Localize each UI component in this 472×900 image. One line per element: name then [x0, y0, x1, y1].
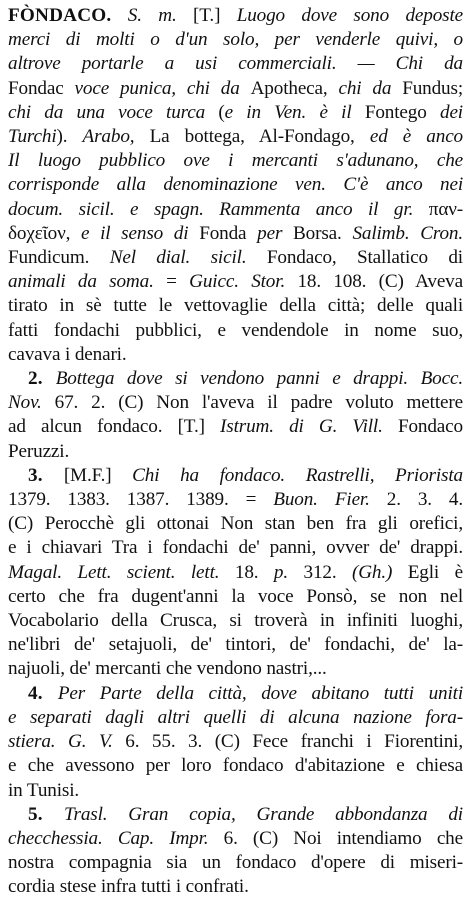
entry-text: 2. 3. 4.	[386, 489, 464, 511]
entry-line	[8, 512, 463, 536]
entry-text: Salimb. Cron.	[352, 222, 464, 244]
entry-text: docum. sicil. e spagn. Rammenta anco il gr.	[8, 198, 429, 220]
entry-line	[8, 633, 463, 657]
entry-text: Vocabolario della Crusca, si troverà in infiniti luoghi,	[8, 610, 463, 632]
entry-text: 312.	[303, 561, 352, 583]
entry-text: 6. (C) Noi intendiamo che	[223, 827, 463, 849]
entry-text: checchessia. Cap. Impr.	[8, 827, 224, 849]
entry-text: (C) Perocchè gli ottonai Non stan ben fra gli orefici,	[8, 513, 463, 535]
entry-text: certo che fra dugent'anni la voce Ponsò, se non nel	[8, 585, 463, 607]
entry-text: ad alcun fondaco. [T.]	[8, 416, 221, 438]
entry-line	[8, 536, 463, 560]
entry-text: 18. 108. (C) Aveva	[297, 271, 463, 293]
entry-text: cordia stese infra tutti i confrati.	[8, 876, 249, 898]
entry-line	[8, 125, 463, 149]
entry-text: Fundus;	[402, 77, 463, 99]
entry-text: dei	[440, 101, 463, 123]
entry-text: ed è anco	[369, 126, 464, 148]
entry-text: tirato in sè tutte le vettovaglie della città; delle quali	[8, 295, 463, 317]
sense-number: 4.	[28, 682, 58, 704]
entry-text: Trasl. Gran copia, Grande abbondanza di	[64, 803, 463, 825]
entry-text: Egli è	[407, 561, 463, 583]
entry-text: e in Ven. è il	[224, 101, 365, 123]
entry-line	[8, 803, 463, 827]
entry-line	[8, 391, 463, 415]
entry-line	[8, 488, 463, 512]
entry-text: ).	[56, 126, 83, 148]
entry-text: corrisponde alla denominazione ven. C'è anco nei	[8, 174, 463, 196]
entry-text: 18.	[234, 561, 274, 583]
entry-line	[8, 851, 463, 875]
entry-text: 67. 2. (C) Non l'aveva il padre voluto mettere	[54, 392, 463, 414]
entry-line	[8, 246, 463, 270]
entry-text: chi da una voce turca	[8, 101, 219, 123]
entry-text: najuoli, de' mercanti che vendono nastri,...	[8, 658, 327, 680]
entry-line	[8, 149, 463, 173]
entry-text: chi da	[338, 77, 403, 99]
entry-text: Bottega dove si vendono panni e drappi. Bocc.	[55, 368, 463, 390]
entry-text: Istrum. di G. Vill.	[220, 416, 398, 438]
entry-text: Apotheca,	[250, 77, 339, 99]
entry-line	[8, 464, 463, 488]
entry-text: per	[257, 222, 294, 244]
entry-text: Il luogo pubblico ove i mercanti s'adunano, che	[8, 150, 463, 172]
entry-text: e separati dagli altri quelli di alcuna nazione fora-	[8, 706, 463, 728]
entry-text: [M.F.]	[63, 464, 133, 486]
entry-text: Buon. Fier.	[273, 489, 387, 511]
entry-text: Turchi	[8, 126, 57, 148]
entry-text: ne'libri de' setajuoli, de' tintori, de' fondachi, de' la-	[8, 634, 463, 656]
entry-text: Fundicum.	[8, 247, 110, 269]
entry-text: 6. 55. 3. (C) Fece franchi i Fiorentini,	[125, 731, 463, 753]
entry-text: merci di molti o d'un solo, per venderle quivi, o	[8, 29, 463, 51]
entry-text: e i chiavari Tra i fondachi de' panni, ovver de' drappi.	[8, 537, 463, 559]
entry-line	[8, 367, 463, 391]
entry-text: Peruzzi.	[8, 440, 70, 462]
entry-line	[8, 319, 463, 343]
entry-text: Nov.	[8, 392, 55, 414]
entry-text: 1379. 1383. 1387. 1389. =	[8, 489, 274, 511]
entry-text: Fontego	[364, 101, 440, 123]
entry-line	[8, 779, 463, 803]
entry-text: Arabo,	[82, 126, 150, 148]
headword: FÒNDACO.	[8, 5, 112, 26]
entry-text: Al-Fondago,	[258, 126, 370, 148]
sense-number: 5.	[28, 803, 65, 825]
entry-line	[8, 585, 463, 609]
entry-line	[8, 270, 463, 294]
entry-text: S. m.	[111, 5, 194, 26]
entry-text: Magal. Lett. scient. lett.	[8, 561, 235, 583]
entry-line	[8, 222, 463, 246]
entry-line	[8, 657, 463, 681]
entry-text: voce punica, chi da	[74, 77, 251, 99]
entry-line	[8, 682, 463, 706]
entry-text: Fonda	[199, 222, 258, 244]
sense-number: 3.	[28, 464, 64, 486]
entry-line	[8, 343, 463, 367]
entry-line	[8, 173, 463, 197]
entry-line	[8, 28, 463, 52]
entry-line	[8, 4, 463, 28]
entry-text: Nel dial. sicil.	[109, 247, 267, 269]
entry-text: Luogo dove sono deposte	[236, 5, 464, 26]
entry-text: nostra compagnia sia un fondaco d'opere di miseri-	[8, 852, 463, 874]
entry-text: Fondaco	[397, 416, 463, 438]
entry-line	[8, 875, 463, 899]
entry-text: cavava i denari.	[8, 343, 127, 365]
entry-text: altrove portarle a usi commerciali. — Chi da	[8, 53, 463, 75]
entry-line	[8, 827, 463, 851]
entry-text: Guicc. Stor.	[189, 271, 298, 293]
entry-text: e il senso di	[80, 222, 200, 244]
entry-line	[8, 77, 463, 101]
entry-text: Per Parte della città, dove abitano tutti uniti	[57, 682, 463, 704]
entry-line	[8, 52, 463, 76]
entry-text: =	[166, 271, 190, 293]
entry-line	[8, 730, 463, 754]
entry-text: δοχεῖον,	[8, 222, 81, 244]
entry-text: (	[218, 101, 225, 123]
entry-line	[8, 198, 463, 222]
entry-line	[8, 440, 463, 464]
entry-text: e che avessono per loro fondaco d'abitazione e chiesa	[8, 755, 463, 777]
dictionary-entry-fondaco	[8, 4, 463, 900]
entry-line	[8, 415, 463, 439]
entry-line	[8, 101, 463, 125]
entry-text: fatti fondachi pubblici, e vendendole in nome suo,	[8, 319, 463, 341]
entry-text: [T.]	[193, 5, 237, 26]
entry-line	[8, 294, 463, 318]
entry-text: Fondac	[8, 77, 75, 99]
entry-line	[8, 561, 463, 585]
entry-text: in Tunisi.	[8, 779, 80, 801]
entry-text: Borsa.	[293, 222, 353, 244]
entry-text: (Gh.)	[351, 561, 408, 583]
entry-line	[8, 706, 463, 730]
entry-text: Chi ha fondaco. Rastrelli, Priorista	[132, 464, 463, 486]
entry-text: animali da soma.	[8, 271, 167, 293]
entry-line	[8, 609, 463, 633]
entry-text: La bottega,	[149, 126, 259, 148]
entry-line	[8, 754, 463, 778]
entry-text: παν-	[428, 198, 463, 220]
entry-text: p.	[273, 561, 304, 583]
entry-text: Fondaco, Stallatico di	[266, 247, 463, 269]
entry-text: stiera. G. V.	[8, 731, 126, 753]
sense-number: 2.	[28, 368, 56, 390]
